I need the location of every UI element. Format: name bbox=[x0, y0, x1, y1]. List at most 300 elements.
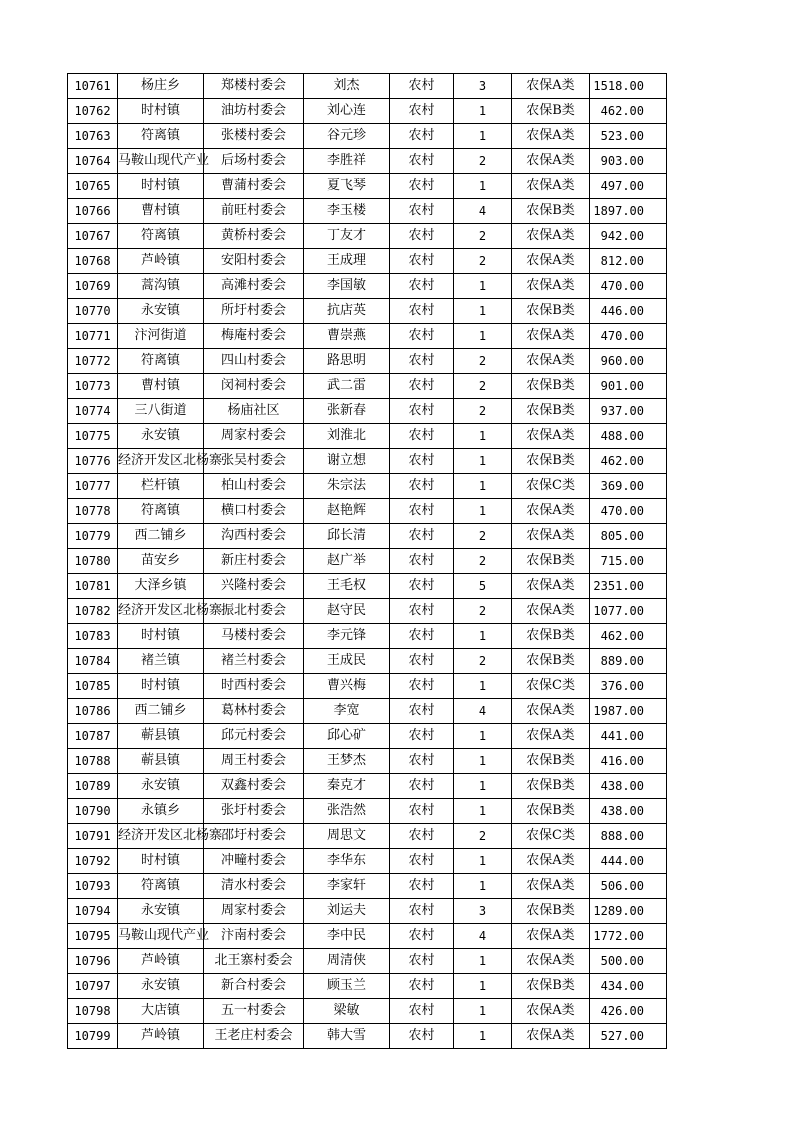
table-row bbox=[68, 224, 667, 249]
name-cell: 谢立想 bbox=[304, 449, 390, 474]
record-id-cell: 10763 bbox=[68, 124, 118, 149]
township-cell: 蒿沟镇 bbox=[118, 274, 204, 299]
name-cell: 邱心矿 bbox=[304, 724, 390, 749]
class-cell: 农保B类 bbox=[512, 774, 590, 799]
area-type-cell: 农村 bbox=[390, 349, 454, 374]
name-cell: 张新春 bbox=[304, 399, 390, 424]
class-cell: 农保A类 bbox=[512, 949, 590, 974]
count-cell: 5 bbox=[454, 574, 512, 599]
area-type-cell: 农村 bbox=[390, 699, 454, 724]
township-cell: 永安镇 bbox=[118, 299, 204, 324]
table-row bbox=[68, 299, 667, 324]
record-id-cell: 10785 bbox=[68, 674, 118, 699]
area-type-cell: 农村 bbox=[390, 899, 454, 924]
amount-cell: 434.00 bbox=[590, 974, 667, 999]
record-id-cell: 10761 bbox=[68, 74, 118, 99]
record-id-cell: 10776 bbox=[68, 449, 118, 474]
count-cell: 4 bbox=[454, 699, 512, 724]
table-row bbox=[68, 1024, 667, 1049]
area-type-cell: 农村 bbox=[390, 249, 454, 274]
village-cell: 时西村委会 bbox=[204, 674, 304, 699]
table-row bbox=[68, 824, 667, 849]
record-id-cell: 10781 bbox=[68, 574, 118, 599]
table-row bbox=[68, 924, 667, 949]
name-cell: 刘杰 bbox=[304, 74, 390, 99]
class-cell: 农保A类 bbox=[512, 999, 590, 1024]
table-row bbox=[68, 374, 667, 399]
township-cell: 褚兰镇 bbox=[118, 649, 204, 674]
record-id-cell: 10775 bbox=[68, 424, 118, 449]
area-type-cell: 农村 bbox=[390, 374, 454, 399]
count-cell: 2 bbox=[454, 224, 512, 249]
name-cell: 秦克才 bbox=[304, 774, 390, 799]
amount-cell: 438.00 bbox=[590, 799, 667, 824]
table-row bbox=[68, 849, 667, 874]
area-type-cell: 农村 bbox=[390, 449, 454, 474]
count-cell: 2 bbox=[454, 824, 512, 849]
table-row bbox=[68, 399, 667, 424]
village-cell: 郑楼村委会 bbox=[204, 74, 304, 99]
township-cell: 三八街道 bbox=[118, 399, 204, 424]
record-id-cell: 10772 bbox=[68, 349, 118, 374]
area-type-cell: 农村 bbox=[390, 324, 454, 349]
name-cell: 王成民 bbox=[304, 649, 390, 674]
township-cell: 马鞍山现代产业 bbox=[118, 924, 204, 949]
township-cell: 芦岭镇 bbox=[118, 1024, 204, 1049]
table-row bbox=[68, 324, 667, 349]
class-cell: 农保C类 bbox=[512, 824, 590, 849]
count-cell: 2 bbox=[454, 399, 512, 424]
amount-cell: 506.00 bbox=[590, 874, 667, 899]
record-id-cell: 10789 bbox=[68, 774, 118, 799]
amount-cell: 462.00 bbox=[590, 449, 667, 474]
name-cell: 赵守民 bbox=[304, 599, 390, 624]
table-row bbox=[68, 974, 667, 999]
area-type-cell: 农村 bbox=[390, 549, 454, 574]
record-id-cell: 10786 bbox=[68, 699, 118, 724]
table-row bbox=[68, 949, 667, 974]
table-row bbox=[68, 74, 667, 99]
village-cell: 所圩村委会 bbox=[204, 299, 304, 324]
township-cell: 经济开发区北杨寨 bbox=[118, 449, 204, 474]
record-id-cell: 10796 bbox=[68, 949, 118, 974]
count-cell: 1 bbox=[454, 849, 512, 874]
township-cell: 时村镇 bbox=[118, 174, 204, 199]
table-row bbox=[68, 549, 667, 574]
class-cell: 农保A类 bbox=[512, 524, 590, 549]
name-cell: 丁友才 bbox=[304, 224, 390, 249]
record-id-cell: 10769 bbox=[68, 274, 118, 299]
class-cell: 农保A类 bbox=[512, 849, 590, 874]
village-cell: 周王村委会 bbox=[204, 749, 304, 774]
table-row bbox=[68, 624, 667, 649]
amount-cell: 462.00 bbox=[590, 99, 667, 124]
record-id-cell: 10784 bbox=[68, 649, 118, 674]
township-cell: 曹村镇 bbox=[118, 374, 204, 399]
table-row bbox=[68, 424, 667, 449]
class-cell: 农保B类 bbox=[512, 549, 590, 574]
class-cell: 农保B类 bbox=[512, 449, 590, 474]
count-cell: 3 bbox=[454, 899, 512, 924]
name-cell: 梁敏 bbox=[304, 999, 390, 1024]
village-cell: 葛林村委会 bbox=[204, 699, 304, 724]
name-cell: 王梦杰 bbox=[304, 749, 390, 774]
name-cell: 朱宗法 bbox=[304, 474, 390, 499]
amount-cell: 715.00 bbox=[590, 549, 667, 574]
area-type-cell: 农村 bbox=[390, 599, 454, 624]
count-cell: 1 bbox=[454, 499, 512, 524]
amount-cell: 426.00 bbox=[590, 999, 667, 1024]
count-cell: 1 bbox=[454, 974, 512, 999]
name-cell: 李家轩 bbox=[304, 874, 390, 899]
class-cell: 农保A类 bbox=[512, 349, 590, 374]
amount-cell: 805.00 bbox=[590, 524, 667, 549]
area-type-cell: 农村 bbox=[390, 399, 454, 424]
village-cell: 兴隆村委会 bbox=[204, 574, 304, 599]
amount-cell: 446.00 bbox=[590, 299, 667, 324]
table-body bbox=[68, 74, 667, 1049]
table-row bbox=[68, 899, 667, 924]
records-table bbox=[67, 73, 667, 1049]
count-cell: 1 bbox=[454, 449, 512, 474]
amount-cell: 376.00 bbox=[590, 674, 667, 699]
township-cell: 西二铺乡 bbox=[118, 524, 204, 549]
village-cell: 后场村委会 bbox=[204, 149, 304, 174]
class-cell: 农保B类 bbox=[512, 624, 590, 649]
area-type-cell: 农村 bbox=[390, 799, 454, 824]
amount-cell: 960.00 bbox=[590, 349, 667, 374]
village-cell: 冲疃村委会 bbox=[204, 849, 304, 874]
name-cell: 谷元珍 bbox=[304, 124, 390, 149]
record-id-cell: 10783 bbox=[68, 624, 118, 649]
record-id-cell: 10771 bbox=[68, 324, 118, 349]
table-row bbox=[68, 749, 667, 774]
township-cell: 蕲县镇 bbox=[118, 724, 204, 749]
amount-cell: 1289.00 bbox=[590, 899, 667, 924]
township-cell: 时村镇 bbox=[118, 674, 204, 699]
record-id-cell: 10765 bbox=[68, 174, 118, 199]
count-cell: 1 bbox=[454, 99, 512, 124]
name-cell: 李国敏 bbox=[304, 274, 390, 299]
area-type-cell: 农村 bbox=[390, 849, 454, 874]
count-cell: 2 bbox=[454, 249, 512, 274]
class-cell: 农保B类 bbox=[512, 199, 590, 224]
area-type-cell: 农村 bbox=[390, 299, 454, 324]
name-cell: 刘心连 bbox=[304, 99, 390, 124]
table-row bbox=[68, 649, 667, 674]
name-cell: 顾玉兰 bbox=[304, 974, 390, 999]
area-type-cell: 农村 bbox=[390, 924, 454, 949]
table-row bbox=[68, 999, 667, 1024]
table-row bbox=[68, 774, 667, 799]
record-id-cell: 10766 bbox=[68, 199, 118, 224]
township-cell: 经济开发区北杨寨 bbox=[118, 599, 204, 624]
table-row bbox=[68, 874, 667, 899]
amount-cell: 1897.00 bbox=[590, 199, 667, 224]
class-cell: 农保B类 bbox=[512, 649, 590, 674]
township-cell: 曹村镇 bbox=[118, 199, 204, 224]
area-type-cell: 农村 bbox=[390, 949, 454, 974]
area-type-cell: 农村 bbox=[390, 149, 454, 174]
record-id-cell: 10787 bbox=[68, 724, 118, 749]
name-cell: 李元锋 bbox=[304, 624, 390, 649]
amount-cell: 500.00 bbox=[590, 949, 667, 974]
table-row bbox=[68, 799, 667, 824]
amount-cell: 470.00 bbox=[590, 274, 667, 299]
amount-cell: 470.00 bbox=[590, 324, 667, 349]
village-cell: 高滩村委会 bbox=[204, 274, 304, 299]
amount-cell: 462.00 bbox=[590, 624, 667, 649]
class-cell: 农保A类 bbox=[512, 724, 590, 749]
township-cell: 经济开发区北杨寨 bbox=[118, 824, 204, 849]
count-cell: 1 bbox=[454, 624, 512, 649]
class-cell: 农保B类 bbox=[512, 899, 590, 924]
village-cell: 王老庄村委会 bbox=[204, 1024, 304, 1049]
village-cell: 马楼村委会 bbox=[204, 624, 304, 649]
table-row bbox=[68, 699, 667, 724]
count-cell: 1 bbox=[454, 674, 512, 699]
class-cell: 农保B类 bbox=[512, 299, 590, 324]
record-id-cell: 10790 bbox=[68, 799, 118, 824]
class-cell: 农保B类 bbox=[512, 749, 590, 774]
count-cell: 1 bbox=[454, 949, 512, 974]
area-type-cell: 农村 bbox=[390, 224, 454, 249]
area-type-cell: 农村 bbox=[390, 99, 454, 124]
amount-cell: 470.00 bbox=[590, 499, 667, 524]
table-row bbox=[68, 349, 667, 374]
record-id-cell: 10795 bbox=[68, 924, 118, 949]
village-cell: 油坊村委会 bbox=[204, 99, 304, 124]
class-cell: 农保A类 bbox=[512, 499, 590, 524]
village-cell: 柏山村委会 bbox=[204, 474, 304, 499]
township-cell: 马鞍山现代产业 bbox=[118, 149, 204, 174]
count-cell: 2 bbox=[454, 374, 512, 399]
count-cell: 1 bbox=[454, 1024, 512, 1049]
township-cell: 符离镇 bbox=[118, 499, 204, 524]
name-cell: 武二雷 bbox=[304, 374, 390, 399]
table-row bbox=[68, 274, 667, 299]
area-type-cell: 农村 bbox=[390, 574, 454, 599]
amount-cell: 369.00 bbox=[590, 474, 667, 499]
name-cell: 李胜祥 bbox=[304, 149, 390, 174]
amount-cell: 1987.00 bbox=[590, 699, 667, 724]
township-cell: 大店镇 bbox=[118, 999, 204, 1024]
count-cell: 2 bbox=[454, 149, 512, 174]
area-type-cell: 农村 bbox=[390, 199, 454, 224]
record-id-cell: 10798 bbox=[68, 999, 118, 1024]
class-cell: 农保C类 bbox=[512, 674, 590, 699]
amount-cell: 812.00 bbox=[590, 249, 667, 274]
village-cell: 汴南村委会 bbox=[204, 924, 304, 949]
name-cell: 李华东 bbox=[304, 849, 390, 874]
township-cell: 永安镇 bbox=[118, 899, 204, 924]
table-row bbox=[68, 599, 667, 624]
township-cell: 芦岭镇 bbox=[118, 249, 204, 274]
amount-cell: 497.00 bbox=[590, 174, 667, 199]
class-cell: 农保B类 bbox=[512, 374, 590, 399]
table-row bbox=[68, 249, 667, 274]
class-cell: 农保A类 bbox=[512, 249, 590, 274]
amount-cell: 523.00 bbox=[590, 124, 667, 149]
count-cell: 1 bbox=[454, 474, 512, 499]
area-type-cell: 农村 bbox=[390, 524, 454, 549]
class-cell: 农保B类 bbox=[512, 974, 590, 999]
table-row bbox=[68, 499, 667, 524]
amount-cell: 889.00 bbox=[590, 649, 667, 674]
township-cell: 杨庄乡 bbox=[118, 74, 204, 99]
name-cell: 赵艳辉 bbox=[304, 499, 390, 524]
village-cell: 张吴村委会 bbox=[204, 449, 304, 474]
table-row bbox=[68, 449, 667, 474]
township-cell: 符离镇 bbox=[118, 224, 204, 249]
count-cell: 1 bbox=[454, 274, 512, 299]
amount-cell: 942.00 bbox=[590, 224, 667, 249]
area-type-cell: 农村 bbox=[390, 499, 454, 524]
class-cell: 农保A类 bbox=[512, 574, 590, 599]
count-cell: 2 bbox=[454, 549, 512, 574]
village-cell: 沟西村委会 bbox=[204, 524, 304, 549]
amount-cell: 488.00 bbox=[590, 424, 667, 449]
amount-cell: 444.00 bbox=[590, 849, 667, 874]
name-cell: 曹崇燕 bbox=[304, 324, 390, 349]
name-cell: 李玉楼 bbox=[304, 199, 390, 224]
count-cell: 4 bbox=[454, 924, 512, 949]
amount-cell: 438.00 bbox=[590, 774, 667, 799]
count-cell: 1 bbox=[454, 724, 512, 749]
name-cell: 王毛权 bbox=[304, 574, 390, 599]
amount-cell: 416.00 bbox=[590, 749, 667, 774]
class-cell: 农保A类 bbox=[512, 874, 590, 899]
village-cell: 振北村委会 bbox=[204, 599, 304, 624]
count-cell: 1 bbox=[454, 124, 512, 149]
record-id-cell: 10792 bbox=[68, 849, 118, 874]
area-type-cell: 农村 bbox=[390, 424, 454, 449]
village-cell: 闵祠村委会 bbox=[204, 374, 304, 399]
record-id-cell: 10767 bbox=[68, 224, 118, 249]
amount-cell: 1772.00 bbox=[590, 924, 667, 949]
village-cell: 周家村委会 bbox=[204, 899, 304, 924]
count-cell: 1 bbox=[454, 749, 512, 774]
record-id-cell: 10799 bbox=[68, 1024, 118, 1049]
table-row bbox=[68, 674, 667, 699]
amount-cell: 888.00 bbox=[590, 824, 667, 849]
township-cell: 永安镇 bbox=[118, 424, 204, 449]
class-cell: 农保A类 bbox=[512, 174, 590, 199]
count-cell: 2 bbox=[454, 349, 512, 374]
count-cell: 1 bbox=[454, 299, 512, 324]
name-cell: 李宽 bbox=[304, 699, 390, 724]
count-cell: 1 bbox=[454, 424, 512, 449]
area-type-cell: 农村 bbox=[390, 749, 454, 774]
record-id-cell: 10782 bbox=[68, 599, 118, 624]
record-id-cell: 10768 bbox=[68, 249, 118, 274]
name-cell: 刘淮北 bbox=[304, 424, 390, 449]
record-id-cell: 10770 bbox=[68, 299, 118, 324]
record-id-cell: 10791 bbox=[68, 824, 118, 849]
name-cell: 王成理 bbox=[304, 249, 390, 274]
township-cell: 符离镇 bbox=[118, 874, 204, 899]
area-type-cell: 农村 bbox=[390, 674, 454, 699]
class-cell: 农保A类 bbox=[512, 699, 590, 724]
name-cell: 张浩然 bbox=[304, 799, 390, 824]
name-cell: 赵广举 bbox=[304, 549, 390, 574]
area-type-cell: 农村 bbox=[390, 624, 454, 649]
name-cell: 夏飞琴 bbox=[304, 174, 390, 199]
count-cell: 1 bbox=[454, 774, 512, 799]
area-type-cell: 农村 bbox=[390, 274, 454, 299]
township-cell: 时村镇 bbox=[118, 849, 204, 874]
name-cell: 曹兴梅 bbox=[304, 674, 390, 699]
table-row bbox=[68, 474, 667, 499]
record-id-cell: 10762 bbox=[68, 99, 118, 124]
village-cell: 周家村委会 bbox=[204, 424, 304, 449]
class-cell: 农保A类 bbox=[512, 149, 590, 174]
village-cell: 邵圩村委会 bbox=[204, 824, 304, 849]
class-cell: 农保A类 bbox=[512, 599, 590, 624]
count-cell: 4 bbox=[454, 199, 512, 224]
class-cell: 农保A类 bbox=[512, 324, 590, 349]
village-cell: 邱元村委会 bbox=[204, 724, 304, 749]
area-type-cell: 农村 bbox=[390, 824, 454, 849]
count-cell: 1 bbox=[454, 324, 512, 349]
record-id-cell: 10793 bbox=[68, 874, 118, 899]
area-type-cell: 农村 bbox=[390, 174, 454, 199]
record-id-cell: 10794 bbox=[68, 899, 118, 924]
record-id-cell: 10777 bbox=[68, 474, 118, 499]
area-type-cell: 农村 bbox=[390, 74, 454, 99]
name-cell: 邱长清 bbox=[304, 524, 390, 549]
name-cell: 韩大雪 bbox=[304, 1024, 390, 1049]
record-id-cell: 10764 bbox=[68, 149, 118, 174]
village-cell: 五一村委会 bbox=[204, 999, 304, 1024]
village-cell: 清水村委会 bbox=[204, 874, 304, 899]
township-cell: 蕲县镇 bbox=[118, 749, 204, 774]
area-type-cell: 农村 bbox=[390, 124, 454, 149]
village-cell: 杨庙社区 bbox=[204, 399, 304, 424]
name-cell: 抗店英 bbox=[304, 299, 390, 324]
village-cell: 前旺村委会 bbox=[204, 199, 304, 224]
village-cell: 安阳村委会 bbox=[204, 249, 304, 274]
amount-cell: 903.00 bbox=[590, 149, 667, 174]
table-row bbox=[68, 574, 667, 599]
class-cell: 农保A类 bbox=[512, 924, 590, 949]
area-type-cell: 农村 bbox=[390, 974, 454, 999]
table-row bbox=[68, 724, 667, 749]
township-cell: 芦岭镇 bbox=[118, 949, 204, 974]
village-cell: 北王寨村委会 bbox=[204, 949, 304, 974]
record-id-cell: 10774 bbox=[68, 399, 118, 424]
table-row bbox=[68, 199, 667, 224]
village-cell: 新庄村委会 bbox=[204, 549, 304, 574]
class-cell: 农保B类 bbox=[512, 99, 590, 124]
amount-cell: 901.00 bbox=[590, 374, 667, 399]
area-type-cell: 农村 bbox=[390, 474, 454, 499]
village-cell: 双鑫村委会 bbox=[204, 774, 304, 799]
table-row bbox=[68, 174, 667, 199]
township-cell: 时村镇 bbox=[118, 99, 204, 124]
township-cell: 栏杆镇 bbox=[118, 474, 204, 499]
area-type-cell: 农村 bbox=[390, 774, 454, 799]
class-cell: 农保A类 bbox=[512, 274, 590, 299]
count-cell: 2 bbox=[454, 649, 512, 674]
township-cell: 符离镇 bbox=[118, 349, 204, 374]
township-cell: 永安镇 bbox=[118, 974, 204, 999]
count-cell: 1 bbox=[454, 874, 512, 899]
record-id-cell: 10778 bbox=[68, 499, 118, 524]
area-type-cell: 农村 bbox=[390, 649, 454, 674]
village-cell: 张楼村委会 bbox=[204, 124, 304, 149]
area-type-cell: 农村 bbox=[390, 874, 454, 899]
